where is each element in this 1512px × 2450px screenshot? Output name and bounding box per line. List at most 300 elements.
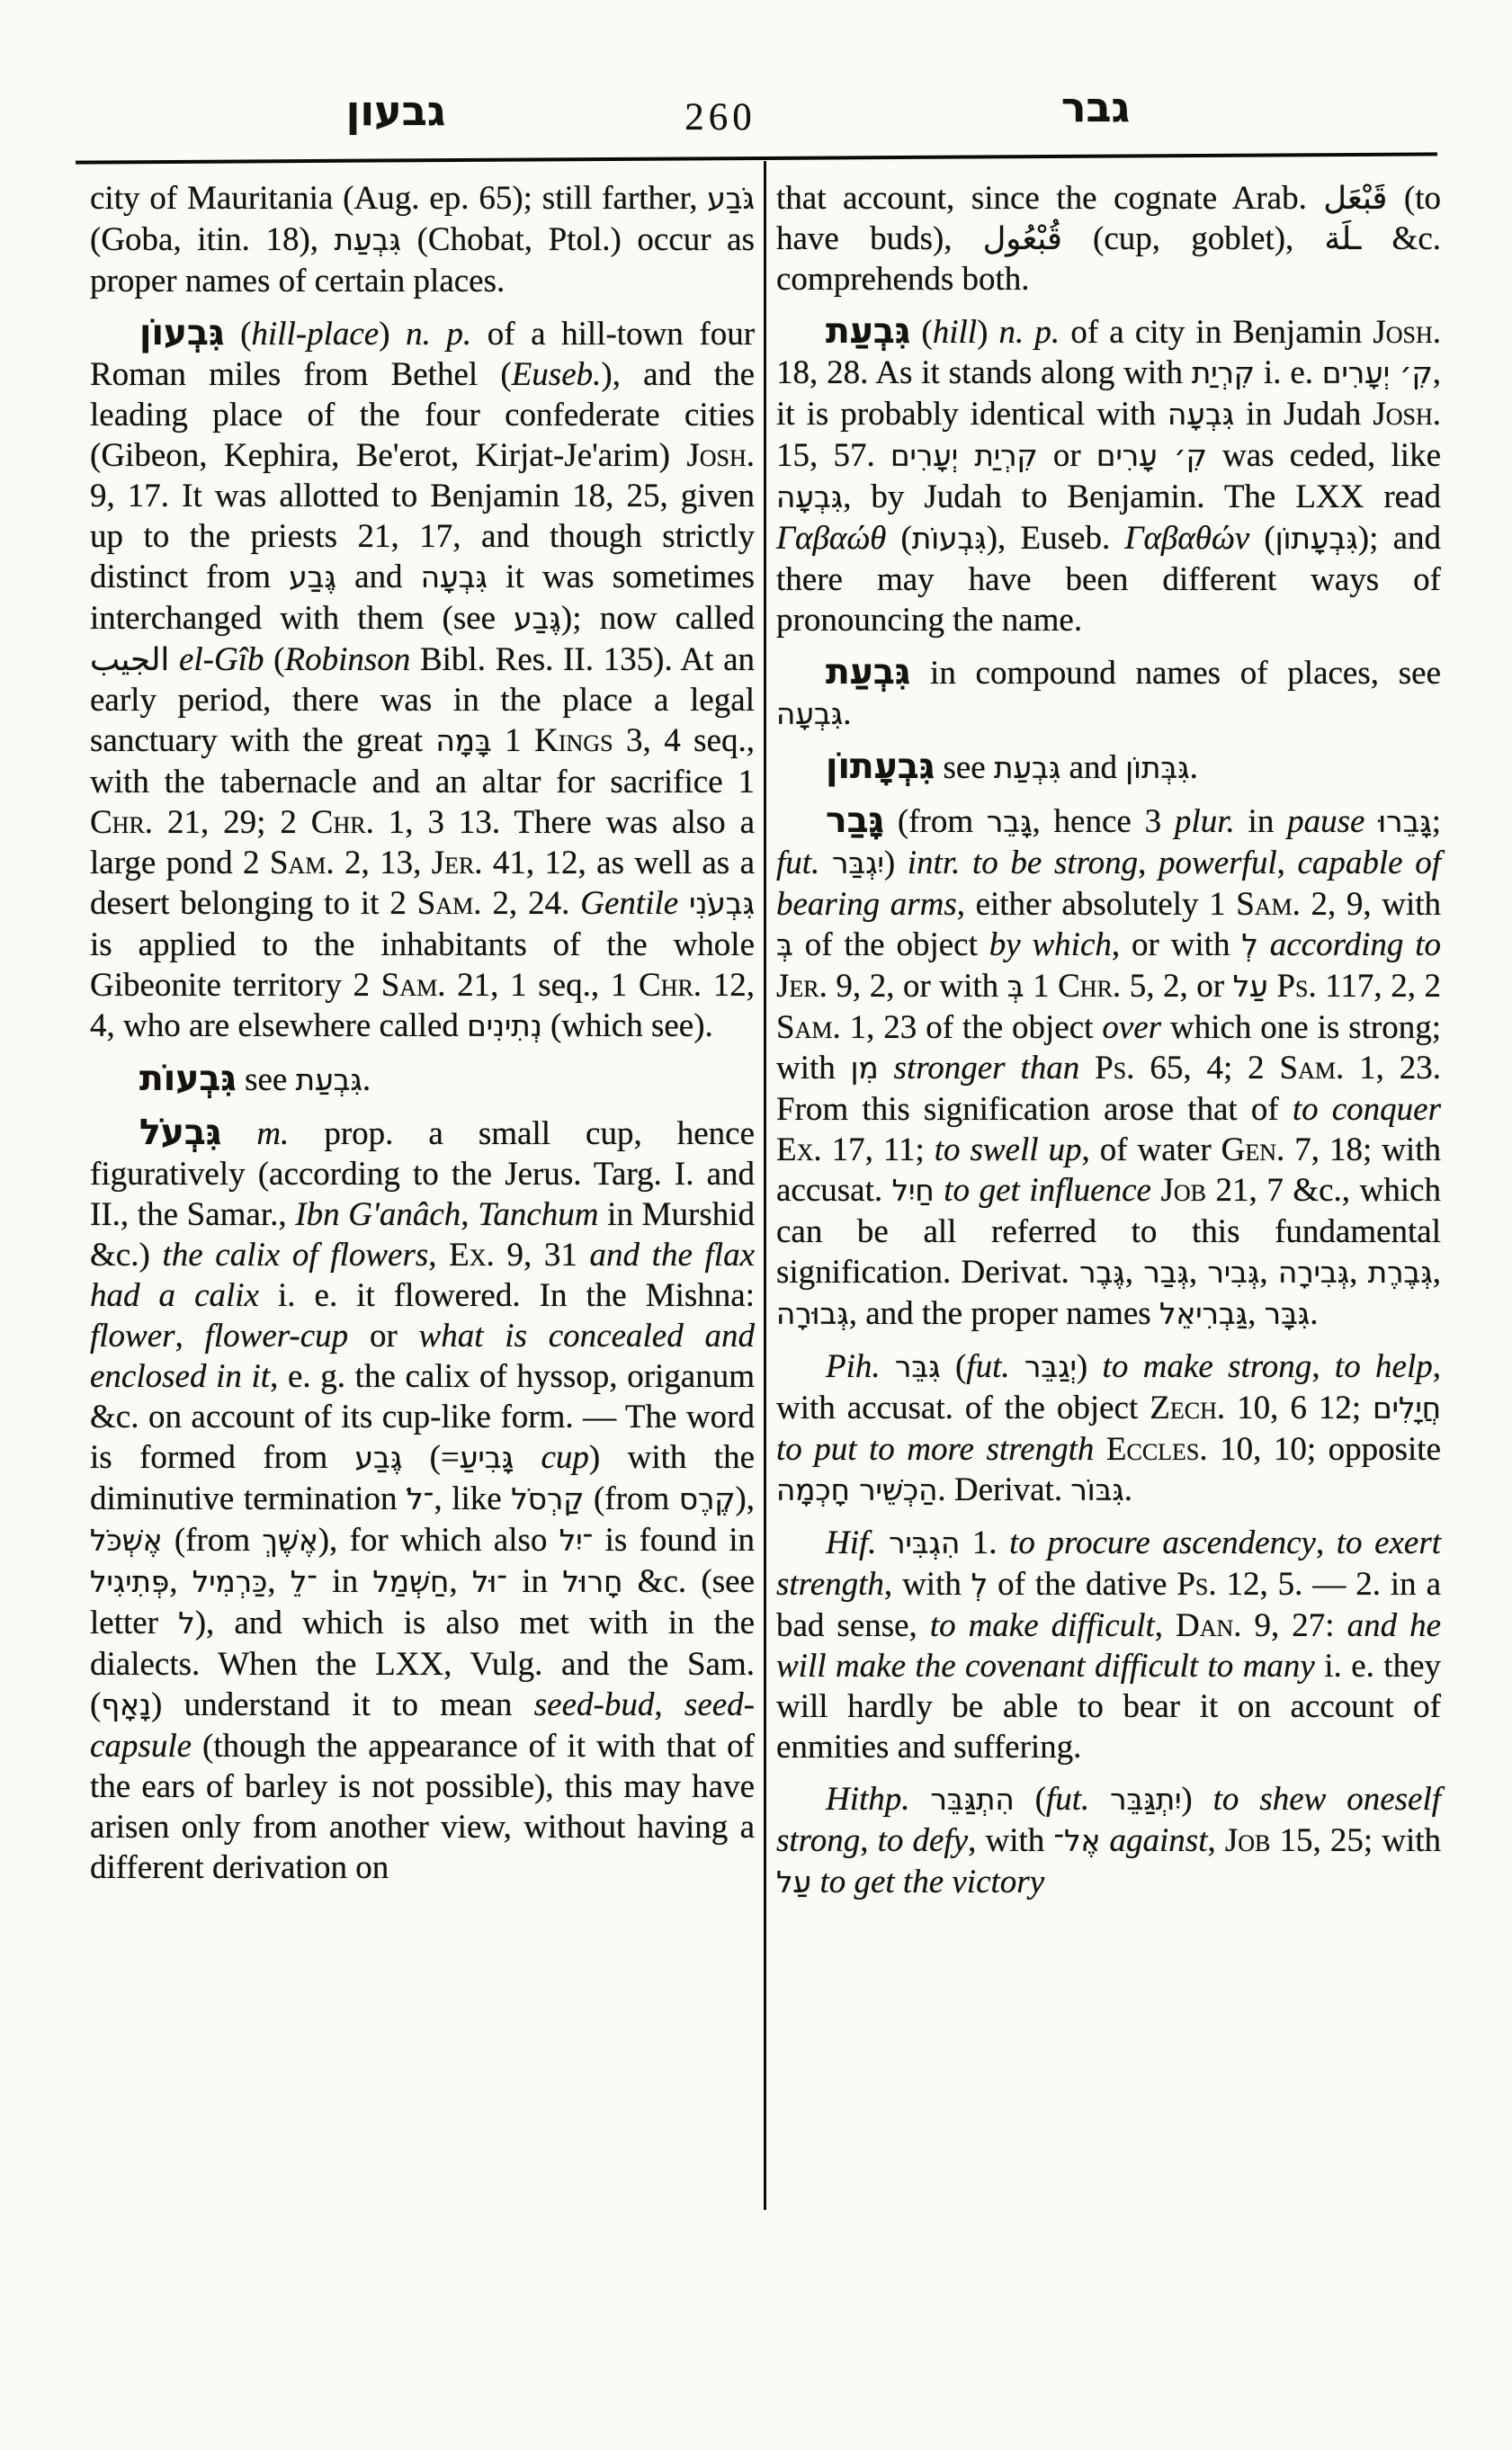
text-run: , [1311,1348,1335,1385]
text-run: 1, 3 13. There was also a large pond 2 [90,804,756,881]
text-run: ־לֵ [290,1565,318,1599]
text-run: hill [932,314,978,351]
text-run: גִּבְעָה [776,480,844,514]
text-run: , [1276,845,1298,881]
text-run: Job [1160,1172,1206,1209]
text-run: 65, 4; 2 [1134,1050,1280,1086]
text-run: flower-cup [204,1318,349,1355]
text-run: גִּבְעַת [295,1063,362,1097]
text-run: , with [968,1822,1054,1859]
text-run: Ex. [776,1131,822,1168]
text-run: in Judah [1234,396,1373,433]
text-run: גִּבְּתוֹן [1125,751,1190,785]
text-run: 21, 29; 2 [153,804,311,841]
text-run: ); and there may have been different ways of pronouncing the name. [776,520,1441,639]
text-run: Euseb. [511,356,602,393]
text-run: גִּבְעָה [1168,398,1235,432]
text-run: Robinson [284,641,411,678]
text-run: what is concealed and enclosed in it [90,1318,755,1395]
text-run: to get influence [944,1172,1151,1209]
text-run: Jer. [431,845,483,881]
text-run: in [506,1563,563,1600]
text-run: ( [264,641,285,678]
text-run: ל [178,1606,195,1641]
text-run: i. e. it flowered. In the Mishna: [258,1277,755,1314]
text-run [1100,1822,1109,1859]
text-run: Chr. [1058,968,1122,1005]
column-divider [764,161,766,2210]
entry-gibon-hill-place [90,313,755,1047]
text-run: to help [1334,1348,1433,1385]
text-run: by which [989,926,1112,963]
text-run: , [428,1237,450,1274]
text-run [1010,1348,1024,1385]
text-run: גְּבִירָה [1278,1256,1350,1290]
text-run: גִּבְעַת [993,751,1061,785]
right-column [776,178,1441,1903]
text-run: Ps. [1176,1566,1217,1603]
crossref-giboth [90,1059,755,1101]
running-head-right-keyword: גבר [1060,83,1131,131]
text-run: to put to more strength [776,1431,1095,1468]
text-run: גִּבְעַת [826,652,911,693]
text-run: prop. a small cup, hence figuratively (according to the Jerus. Targ. I. and II., the Samar., [90,1115,756,1233]
text-run: Gen. [1221,1131,1285,1168]
text-run: . [362,1061,371,1098]
text-run: Tanchum [478,1196,599,1233]
text-run: גְּבִיר [1207,1256,1260,1290]
text-run: ) [1181,1781,1213,1818]
text-run: flower [90,1318,175,1355]
text-run: גָּבִיעַ [459,1441,514,1475]
text-run: 12, 4, who are elsewhere called [90,967,755,1044]
text-run: ), and the leading place of the four confederate cities (Gibeon, Kephira, Be'erot, Kirjat-Je'arim) [90,356,755,474]
text-run: that account, since the cognate Arab. [776,180,1324,217]
text-run: 1 [491,722,535,759]
text-run: אֶשֶׁךְ [262,1524,318,1558]
text-run: גַּבְרִיאֵל [1159,1297,1248,1331]
text-run: , [1349,1254,1368,1291]
text-run: , e. g. the calix of hyssop, origanum &c. on account of its cup-like form. — The word is formed from [90,1358,756,1476]
text-run: כַּרְמִיל [192,1565,268,1599]
text-run: the calix of flowers [162,1237,429,1274]
continued-paragraph-cognate-arabic [776,178,1441,300]
text-run: , [1207,1822,1225,1859]
text-run: Dan. [1176,1607,1242,1644]
text-run: יִתְגַּבֵּר [1110,1783,1182,1817]
text-run [514,1439,541,1476]
text-run: and he will make the covenant difficult to many [776,1607,1441,1685]
paragraph-hiphil-higbir [776,1523,1441,1767]
text-run: , [1315,1525,1337,1561]
text-run: 2, 24. [481,885,581,922]
text-run: גֹּבַע [707,182,755,216]
text-run: גְּבַר [1143,1256,1189,1290]
text-run [1089,1781,1110,1818]
text-run: (Chobat, Ptol.) occur as proper names of certain places. [90,221,755,300]
text-run: ( [1249,520,1275,557]
text-run: Josh. [1373,396,1441,433]
text-run: גְּבֶרֶת [1367,1256,1433,1290]
text-run: ־לֹ [407,1482,434,1516]
text-run: i. e. they will hardly be able to bear it on account of enmities and suffering. [776,1648,1442,1766]
text-run: ), for which also [318,1522,559,1559]
text-run: קַרְסֹל [511,1482,585,1516]
text-run: קִ׳ יְעָרִים [1321,356,1433,390]
text-run: , [461,1196,479,1233]
text-run: Sam. [1236,886,1301,923]
entry-gabar-to-be-strong [776,800,1441,1335]
text-run: to shew oneself strong [776,1781,1442,1859]
text-run: 9, 31 [494,1237,590,1274]
text-run: בְּ [776,928,793,962]
text-run: ( [1014,1781,1046,1818]
text-run: עַל [776,1865,812,1900]
text-run: Ps. [1276,968,1317,1005]
text-run: Chr. [639,967,702,1004]
text-run: 2, 13, [334,845,432,881]
text-run: 1 [1024,968,1059,1005]
text-run [1258,926,1270,963]
text-run: גֶּבַע [514,602,561,636]
text-run: n. p. [406,316,472,353]
text-run: גִּבְעֹל [139,1113,222,1153]
text-run: ( [886,520,912,557]
text-run: , [1259,1254,1278,1291]
text-run: גִּבְעָה [420,560,488,595]
text-run: ) with the diminutive termination [90,1439,755,1517]
text-run: (Goba, itin. 18), [90,221,335,258]
text-run: قَبْعَل [1323,180,1388,217]
text-run: seed-bud [533,1686,655,1723]
paragraph-piel-gibber [776,1346,1441,1511]
text-run: Ps. [1095,1050,1135,1086]
text-run: intr. [907,845,961,881]
text-run: ); now called [560,600,755,637]
text-run: גִּבְעָה [776,697,844,731]
text-run: Hithp. [826,1781,910,1818]
text-run: see [935,749,994,786]
text-run: הִגְבִּיר [889,1526,961,1560]
text-run: לְ [1241,928,1258,962]
text-run: 1, 23 of the object [840,1009,1103,1046]
text-run: ( [910,314,933,351]
text-run: גֶּבַע [354,1441,403,1475]
text-run: to defy [877,1822,969,1859]
text-run: , [1248,1295,1265,1332]
text-run: גִּבְעַת [826,311,911,352]
text-run: , it is probably identical with [776,354,1441,433]
page-number: 260 [684,96,756,139]
text-run [877,1525,890,1561]
text-run: 1, 23. From this signification arose that of [776,1050,1442,1128]
text-run: (from [162,1522,263,1559]
text-run: city of Mauritania (Aug. ep. 65); still farther, [90,180,708,217]
entry-gibath-hill [776,311,1441,640]
text-run: الجيب [90,641,170,678]
text-run: and the flax had a calix [90,1237,756,1314]
text-run: to make strong [1102,1348,1312,1385]
text-run: Chr. [90,804,154,841]
text-run: ـلَة [1324,220,1362,257]
text-run: ), and which is also met with in the dialects. When the LXX, Vulg. and the Sam. ( [90,1605,755,1723]
text-run [819,845,832,881]
text-run: &c. comprehends both. [776,220,1441,298]
text-run: in Murshid &c.) [90,1196,756,1274]
text-run: קֶרֶס [678,1482,736,1516]
left-column [90,178,755,1888]
text-run: was ceded, like [1206,437,1441,474]
text-run: , by Judah to Benjamin. The LXX read [843,478,1441,515]
text-run: בָּמָה [435,724,492,758]
text-run: ( [224,316,252,353]
text-run: 1. [960,1525,1010,1561]
text-run: גִּבְעָתוֹן [826,747,935,787]
text-run: 41, 12, as well as a desert belonging to it 2 [90,845,755,922]
text-run: or [1037,437,1096,474]
text-run [1079,1050,1095,1086]
text-run: נְתִינִים [467,1009,542,1043]
text-run: 21, 1 seq., 1 [445,967,639,1004]
text-run: , hence 3 [1032,803,1175,840]
text-run: ; [1431,803,1441,840]
text-run: יִגְבַּר [831,846,884,881]
text-run: גֶּבֶר [1079,1256,1125,1290]
text-run: capable of bearing arms [776,845,1442,923]
text-run: גְּבוּרָה [776,1297,849,1331]
text-run: ) understand it to mean [150,1686,534,1723]
text-run: Eccles. [1105,1431,1208,1468]
text-run: , of water [1081,1131,1221,1168]
text-run: Ex. [449,1237,495,1274]
text-run: plur. [1174,803,1235,840]
text-run: fut. [776,845,820,881]
text-run: , [654,1686,684,1723]
crossref-gibathon [776,747,1441,789]
text-run: קִרְיַת [1191,356,1256,390]
text-run: according to [1269,926,1442,963]
text-run: of a city in Benjamin [1060,314,1373,351]
text-run: 9, 2, or with [827,968,1007,1005]
text-run: גִּבְעָתוֹן [1275,522,1358,556]
text-run: is found in [593,1522,755,1559]
text-run: stronger than [893,1050,1080,1086]
text-run: powerful [1159,845,1277,881]
text-run: מִן [850,1051,879,1086]
text-run: ־וּל [471,1565,507,1599]
text-run: ) [379,316,407,353]
text-run: in compound names of places, see [910,655,1441,692]
text-run: to exert strength [776,1525,1442,1603]
text-run: חַשְׁמַל [372,1565,450,1599]
text-run: Sam. [380,967,446,1004]
text-run: 5, 2, or [1121,968,1233,1005]
text-run: , [449,1563,472,1600]
text-run: over [1102,1009,1162,1046]
text-run: 15, 25; with [1270,1822,1442,1859]
text-run: Jer. [776,968,828,1005]
text-run: of a hill-town four Roman miles from Bethel ( [90,316,756,393]
text-run: . [843,695,852,732]
text-run: חָרוּל [562,1565,623,1599]
text-run: פְּתִיגִיל [90,1565,170,1599]
text-run: 10, 6 12; [1225,1390,1373,1426]
text-run: , [1138,845,1159,881]
text-run: to swell up [934,1131,1082,1168]
text-run: 21, 7 &c., which can be all referred to this fundamental signification. Derivat. [776,1172,1442,1291]
text-run: בְּ [1007,970,1024,1004]
text-run: 12, 5. — 2. in a bad sense, [776,1566,1442,1644]
text-run: in [1234,803,1288,840]
text-run: (though the appearance of it with that of the ears of barley is not possible), this may have arisen only from another view, without having a different derivation on [90,1728,755,1886]
text-run: Kings [534,722,613,759]
header-rule [76,152,1437,164]
text-run: (from [884,803,987,840]
text-run: אֶל־ [1053,1824,1101,1858]
text-run: to procure ascendency [1009,1525,1316,1561]
text-run: to make difficult [929,1607,1155,1644]
text-run: Pih. [826,1348,881,1385]
text-run: seed-capsule [90,1686,755,1765]
text-run: גִּבָּר [1264,1297,1311,1331]
text-run: against [1109,1822,1208,1859]
text-run: (which see). [541,1007,713,1044]
text-run: גָּבַר [826,800,885,841]
text-run: , and the proper names [848,1295,1159,1332]
continued-paragraph-mauritania [90,178,755,301]
text-run [678,885,689,922]
text-run: לְ [971,1568,989,1602]
text-run [935,1172,944,1209]
text-run: חַיִל [891,1174,935,1208]
text-run: , [267,1563,291,1600]
text-run: קִרְיַת יְעָרִים [890,439,1038,473]
text-run: Γαβαθών [1124,520,1250,557]
text-run: , [1188,1254,1208,1291]
text-run: גִּבְעֹנִי [689,887,756,921]
text-run: , [1154,1607,1176,1644]
text-run [960,845,972,881]
text-run: גִּבְעוֹן [139,313,225,353]
text-run: ( [940,1348,967,1385]
text-run: Ibn G'anâch [295,1196,461,1233]
text-run: , like [434,1480,512,1517]
text-run: 18, 28. As it stands along with [776,354,1192,391]
text-run: hill-place [251,316,380,353]
text-run: 117, 2, 2 [1316,968,1441,1005]
text-run: קִ׳ עָרִים [1096,439,1207,473]
text-run: גֶּבַע [289,560,336,595]
text-run: Job [1224,1822,1271,1859]
text-run: to be strong [972,845,1139,881]
entry-gibol-small-cup [90,1113,755,1888]
text-run: 3, 4 seq., with the tabernacle and an altar for sacrifice 1 [90,722,755,800]
text-run [169,641,179,678]
text-run: גִּבְעוֹת [911,522,987,556]
text-run: pause [1287,803,1365,840]
text-run: ), Euseb. [986,520,1125,557]
text-run: ), [735,1480,755,1517]
text-run: Sam. [269,845,335,881]
text-run: Zech. [1150,1390,1226,1426]
text-run: Gentile [580,885,679,922]
text-run: to conquer [1292,1091,1441,1128]
text-run: ־יִל [559,1524,594,1558]
text-run: , [1432,1254,1441,1291]
text-run: (from [584,1480,679,1517]
text-run: Josh. [1373,314,1441,351]
text-run: Sam. [416,885,482,922]
text-run [1151,1172,1161,1209]
text-run: גִּבּוֹר [1070,1473,1124,1507]
text-run: חֲיָלִים [1373,1391,1441,1426]
text-run: נָאָף [101,1688,151,1722]
text-run: ) [1076,1348,1103,1385]
text-run: it was sometimes interchanged with them (see [90,559,755,637]
text-run: . [1310,1295,1319,1332]
text-run: &c. (see letter [90,1563,755,1641]
text-run: , with [883,1566,971,1603]
text-run: גָּבֵר [986,805,1033,839]
text-run: Γαβαώθ [776,520,887,557]
text-run: m. [256,1115,290,1152]
text-run: 9, 17. It was allotted to Benjamin 18, 25, given up to the priests 21, 17, and though strictly distinct from [90,478,755,595]
text-run: גָּבֵרוּ [1378,805,1432,839]
text-run: , [174,1318,205,1355]
text-run: עַל [1232,970,1268,1004]
text-run: fut. [1045,1781,1090,1818]
paragraph-hithpael-hithgabber [776,1779,1441,1903]
text-run: , or with [1111,926,1242,963]
text-run: cup [541,1439,589,1476]
text-run: is applied to the inhabitants of the whole Gibeonite territory 2 [90,926,755,1004]
text-run: הִתְגַּבֵּר [930,1783,1015,1817]
text-run: of the object [792,926,989,963]
text-run: . [1189,749,1198,786]
text-run: (to have buds), [776,180,1441,257]
text-run: , [1124,1254,1144,1291]
text-run: Bibl. Res. II. 135). At an early period, there was in the place a legal sanctuary with the great [90,641,755,759]
text-run: to get the victory [819,1864,1045,1900]
text-run: 9, 27: [1241,1607,1347,1644]
text-run [1268,968,1277,1005]
text-run: , [169,1563,192,1600]
text-run [221,1115,256,1152]
text-run: Sam. [776,1009,841,1046]
text-run: and [336,559,421,595]
text-run: ) [883,845,908,881]
text-run [1094,1431,1106,1468]
text-run: and [1060,749,1126,786]
text-run: fut. [966,1348,1010,1385]
text-run: גִּבְעַת [334,223,401,257]
text-run: , with accusat. of the object [776,1348,1442,1426]
text-run: el-Gîb [178,641,264,678]
text-run: , [860,1822,878,1859]
text-run: (= [402,1439,460,1476]
text-run: . [1123,1471,1133,1508]
text-run [1364,803,1378,840]
text-run: (cup, goblet), [1061,220,1325,257]
text-run: 17, 11; [821,1131,935,1168]
text-run: הַכְשֵׁיר חָכְמָה [776,1473,938,1507]
text-run: of the dative [988,1566,1177,1603]
text-run: ) [977,314,999,351]
text-run: גִּבְעוֹת [139,1059,237,1099]
text-run: Sam. [1279,1050,1345,1086]
text-run: 2, 9, with [1300,886,1442,923]
text-run: , either absolutely 1 [956,886,1237,923]
